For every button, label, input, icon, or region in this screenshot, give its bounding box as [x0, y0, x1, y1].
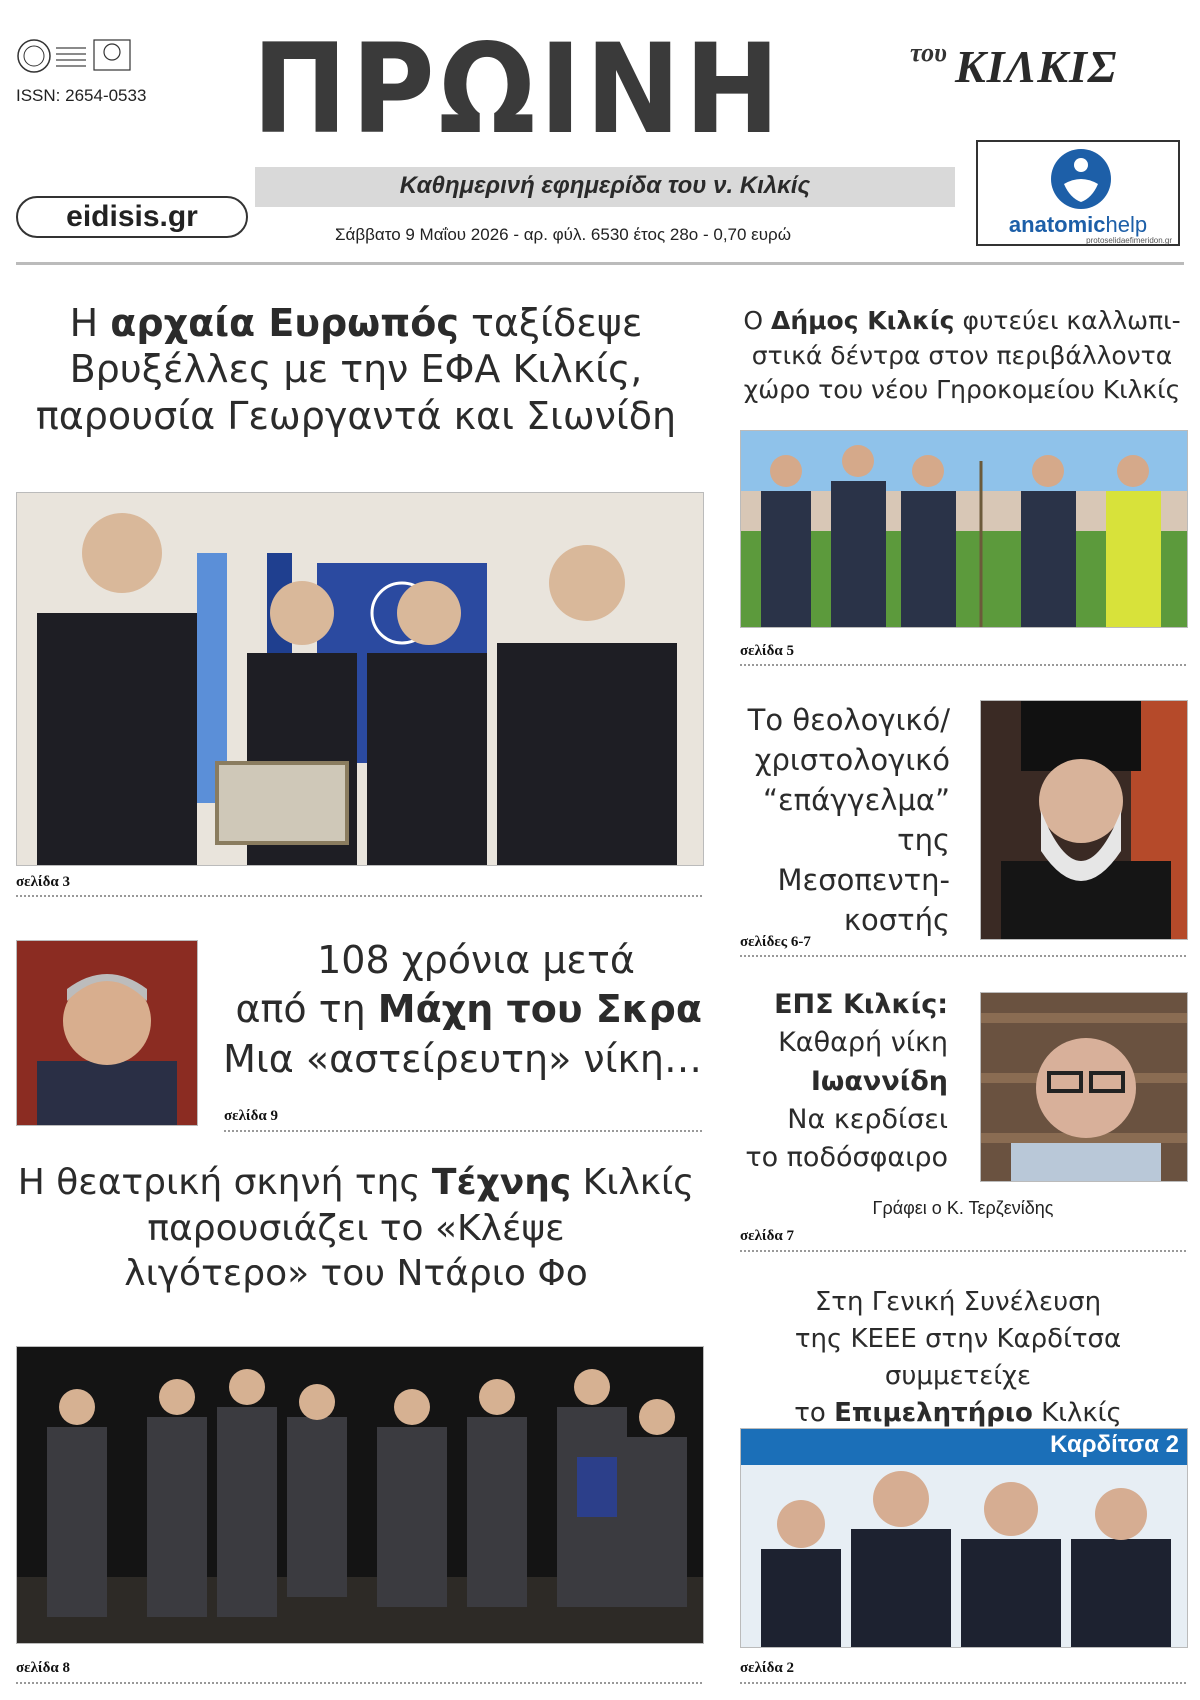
- issn-label: ISSN: 2654-0533: [16, 86, 147, 105]
- page-ref-7: σελίδα 7: [740, 1228, 794, 1244]
- page-ref-3: σελίδα 3: [16, 874, 70, 890]
- headline-skra[interactable]: 108 χρόνια μετά από τη Μάχη του Σκρα Μια «αστείρευτη» νίκη…: [223, 938, 702, 1081]
- banner-text: Καρδίτσα 2: [1050, 1431, 1179, 1458]
- page-ref-9: σελίδα 9: [224, 1108, 278, 1124]
- photo-brussels-ceremony[interactable]: [16, 492, 704, 866]
- photo-skra-speaker[interactable]: [16, 940, 198, 1126]
- page-ref-5: σελίδα 5: [740, 643, 794, 659]
- ad-brand-bold: anatomic: [1008, 212, 1106, 237]
- headline-keee[interactable]: Στη Γενική Συνέλευση της ΚΕΕΕ στην Καρδίτσα συμμετείχε το Επιμελητήριο Κιλκίς: [794, 1287, 1122, 1428]
- headline-trees[interactable]: Ο Δήμος Κιλκίς φυτεύει καλλωπι- στικά δέντρα στον περιβάλλοντα χώρο του νέου Γηροκομείου Κιλκίς: [743, 306, 1181, 404]
- title-tou: του: [910, 38, 947, 67]
- photo-terzenidis[interactable]: [980, 992, 1188, 1182]
- title-region: ΚΙΛΚΙΣ: [955, 41, 1118, 92]
- author-byline: Γράφει ο Κ. Τερζενίδης: [872, 1198, 1054, 1218]
- divider: [740, 1682, 1186, 1684]
- photo-tree-planting[interactable]: [740, 430, 1188, 628]
- headline-theater[interactable]: Η θεατρική σκηνή της Τέχνης Κιλκίς παρουσιάζει το «Κλέψε λιγότερο» του Ντάριο Φο: [17, 1162, 695, 1295]
- newspaper-title: ΠΡΩΙΝΗ: [252, 18, 784, 162]
- divider: [740, 1250, 1186, 1252]
- website-link[interactable]: eidisis.gr: [16, 196, 248, 238]
- page-ref-6-7: σελίδες 6-7: [740, 934, 811, 950]
- anatomichelp-logo-icon: [1050, 148, 1112, 210]
- masthead-divider: [16, 262, 1184, 265]
- photo-priest[interactable]: [980, 700, 1188, 940]
- photo-karditsa-meeting[interactable]: [740, 1428, 1188, 1648]
- divider: [740, 664, 1186, 666]
- headline-eps[interactable]: ΕΠΣ Κιλκίς: Καθαρή νίκη Ιωαννίδη Να κερδίσει το ποδόσφαιρο: [745, 989, 948, 1174]
- issue-info: Σάββατο 9 Μαΐου 2026 - αρ. φύλ. 6530 έτος 28ο - 0,70 ευρώ: [335, 225, 791, 244]
- postal-stamp: [16, 38, 134, 74]
- divider: [224, 1130, 702, 1132]
- headline-pentecost[interactable]: Το θεολογικό/ χριστολογικό “επάγγελμα” της Μεσοπεντη- κοστής: [747, 703, 950, 938]
- divider: [16, 895, 702, 897]
- ad-brand-light: help: [1105, 212, 1148, 237]
- ad-subtext: protoselidaefimeridon.gr: [1086, 236, 1172, 245]
- photo-theater-cast[interactable]: [16, 1346, 704, 1644]
- divider: [16, 1682, 702, 1684]
- page-ref-8: σελίδα 8: [16, 1660, 70, 1676]
- tagline: Καθημερινή εφημερίδα του ν. Κιλκίς: [399, 172, 811, 199]
- divider: [740, 955, 1186, 957]
- anatomichelp-ad[interactable]: [976, 140, 1180, 246]
- headline-europos[interactable]: Η αρχαία Ευρωπός ταξίδεψε Βρυξέλλες με την ΕΦΑ Κιλκίς, παρουσία Γεωργαντά και Σιωνίδη: [35, 301, 677, 438]
- page-ref-2: σελίδα 2: [740, 1660, 794, 1676]
